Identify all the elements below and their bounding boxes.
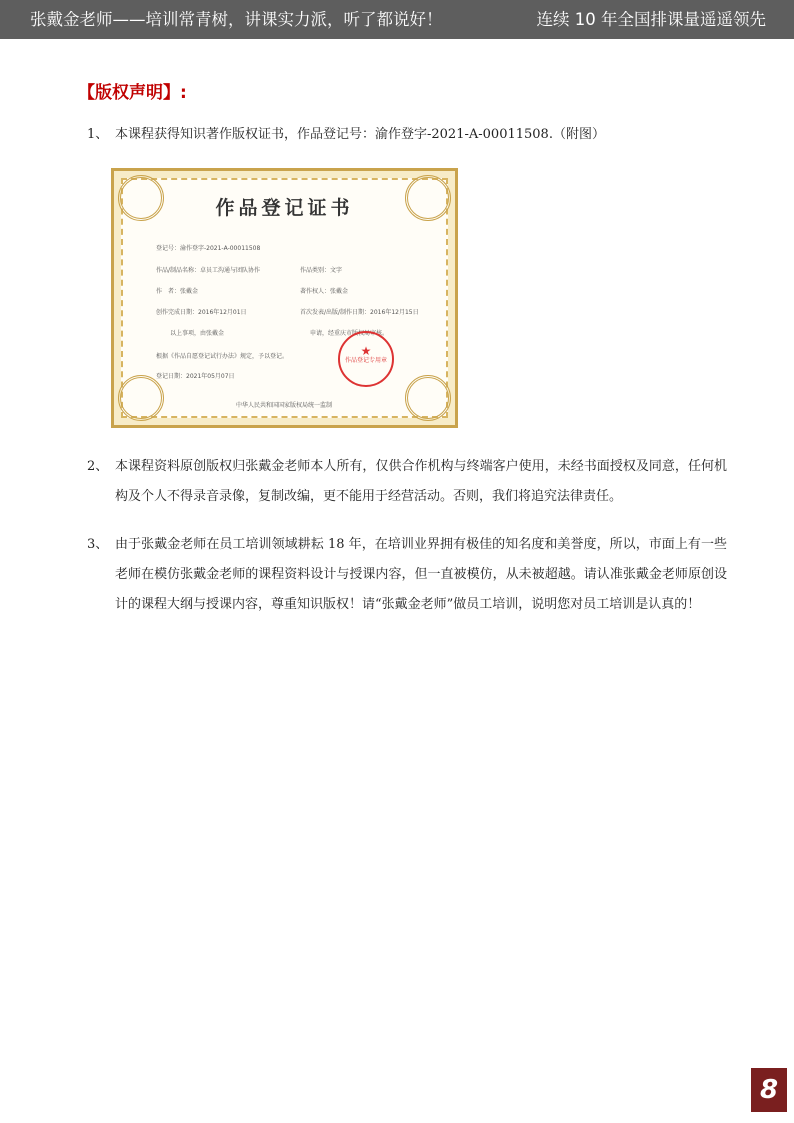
section-title: 【版权声明】: bbox=[78, 83, 187, 103]
certificate-footer: 中华人民共和国国家版权局统一监制 bbox=[236, 402, 333, 409]
seal-text: 作品登记专用章 bbox=[344, 357, 387, 364]
certificate-title: 作品登记证书 bbox=[215, 197, 354, 219]
copyright-certificate-image bbox=[111, 168, 458, 428]
header-claim: 连续 10 年全国排课量遥遥领先 bbox=[536, 10, 766, 29]
paragraph-1 bbox=[87, 120, 727, 150]
page-number: 8 bbox=[751, 1068, 787, 1112]
header-banner bbox=[0, 0, 794, 39]
paragraph-number: 1、 bbox=[87, 127, 109, 142]
paragraph-text: 本课程获得知识著作版权证书，作品登记号：渝作登字-2021-A-00011508.（附图） bbox=[115, 127, 605, 142]
certificate-author: 作 者：张戴金 bbox=[156, 288, 199, 295]
star-icon: ★ bbox=[360, 344, 372, 358]
paragraph-number: 3、 bbox=[87, 537, 109, 552]
certificate-owner: 著作权人：张戴金 bbox=[300, 288, 349, 295]
certificate-completion-date: 创作完成日期：2016年12月01日 bbox=[156, 309, 247, 316]
certificate-applicant: 以上事项，由张戴金 bbox=[170, 330, 225, 337]
paragraph-number: 2、 bbox=[87, 459, 109, 474]
certificate-work-name: 作品/制品名称：卓员工沟通与团队协作 bbox=[156, 267, 261, 274]
certificate-reg-no: 登记号：渝作登字-2021-A-00011508 bbox=[156, 245, 261, 252]
certificate-statement: 根据《作品自愿登记试行办法》规定，予以登记。 bbox=[156, 353, 289, 360]
ornament-icon bbox=[118, 375, 164, 421]
red-seal-stamp bbox=[338, 331, 394, 387]
certificate-work-type: 作品类别：文字 bbox=[300, 267, 343, 274]
paragraph-text: 本课程资料原创版权归张戴金老师本人所有，仅供合作机构与终端客户使用，未经书面授权及同意，任何机构及个人不得录音录像，复制改编，更不能用于经营活动。否则，我们将追究法律责任。 bbox=[115, 459, 727, 504]
header-slogan: 张戴金老师——培训常青树，讲课实力派，听了都说好！ bbox=[30, 10, 443, 29]
ornament-icon bbox=[405, 375, 451, 421]
paragraph-2 bbox=[87, 452, 727, 512]
paragraph-3 bbox=[87, 530, 727, 620]
certificate-date: 登记日期：2021年05月07日 bbox=[156, 373, 235, 380]
paragraph-text: 由于张戴金老师在员工培训领域耕耘 18 年，在培训业界拥有极佳的知名度和美誉度，所以，市面上有一些老师在模仿张戴金老师的课程资料设计与授课内容，但一直被模仿，从未被超越。请认准张戴金老师原创设计的课程大纲与授课内容，尊重知识版权！请“张戴金老师”做员工培训，说明您对员工培训是认真的！ bbox=[115, 537, 727, 612]
certificate-review: 申请，经重庆市版权局审核。 bbox=[310, 330, 389, 337]
certificate-first-publish-date: 首次发表/出版/制作日期：2016年12月15日 bbox=[300, 309, 419, 316]
